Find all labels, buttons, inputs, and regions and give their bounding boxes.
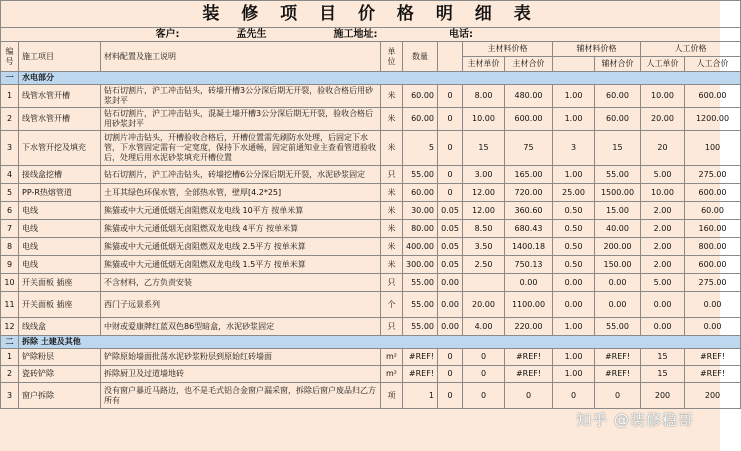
watermark-text: 知乎 @装修稳哥 (576, 411, 694, 429)
cell-aux-total: 15.00 (595, 202, 641, 220)
cell-aux-total: 55.00 (595, 166, 641, 184)
cell-aux-total: 60.00 (595, 108, 641, 131)
header-unit: 单位 (381, 42, 403, 72)
cell-item: 瓷砖铲除 (19, 366, 101, 383)
cell-labor-total: 600.00 (685, 85, 741, 108)
section-row (1, 72, 741, 85)
header-labor-unit-price: 人工单价 (641, 57, 685, 72)
cell-item: 线管水管开槽 (19, 108, 101, 131)
header-labor-group: 人工价格 (641, 42, 741, 57)
cell-aux-total: 55.00 (595, 318, 641, 336)
cell-unit: 只 (381, 274, 403, 292)
cell-unit: 个 (381, 292, 403, 318)
table-row (1, 274, 741, 292)
cell-labor-total: 275.00 (685, 166, 741, 184)
cell-labor-price: 2.00 (641, 256, 685, 274)
cell-main-price: 20.00 (463, 292, 505, 318)
cell-aux-total: 40.00 (595, 220, 641, 238)
cell-item: 电线 (19, 238, 101, 256)
cell-aux-total: #REF! (595, 366, 641, 383)
cell-unit: 只 (381, 318, 403, 336)
cell-aux-total: 15 (595, 131, 641, 166)
cell-qty: #REF! (403, 366, 438, 383)
cell-main-price: 0 (463, 349, 505, 366)
cell-q2: 0 (438, 184, 463, 202)
cell-qty: 300.00 (403, 256, 438, 274)
cell-labor-total: 0.00 (685, 292, 741, 318)
cell-desc: 钻石切割片，沪工冲击钻头，砖墙开槽3公分深后期无开裂，验收合格后用砂浆封平 (101, 85, 381, 108)
cell-aux-price: 1.00 (553, 166, 595, 184)
cell-main-total: 720.00 (505, 184, 553, 202)
cell-aux-price: 0.00 (553, 274, 595, 292)
cell-labor-price: 5.00 (641, 274, 685, 292)
cell-qty: 30.00 (403, 202, 438, 220)
cell-aux-price: 1.00 (553, 366, 595, 383)
cell-desc: 熊猫或中大元通低烟无卤阻燃双龙电线 4平方 按单米算 (101, 220, 381, 238)
cell-labor-price: 10.00 (641, 184, 685, 202)
cell-unit: 项 (381, 383, 403, 409)
cell-desc: 土耳其绿色环保水管，全部热水管，壁厚[4.2*25] (101, 184, 381, 202)
cell-aux-total: 1500.00 (595, 184, 641, 202)
cell-aux-price: 0.50 (553, 238, 595, 256)
cell-no: 10 (1, 274, 19, 292)
cell-labor-total: 100 (685, 131, 741, 166)
cell-unit: 米 (381, 238, 403, 256)
sheet-title: 装 修 项 目 价 格 明 细 表 (1, 1, 741, 28)
cell-main-price: 15 (463, 131, 505, 166)
cell-q2: 0 (438, 349, 463, 366)
cell-unit: 米 (381, 131, 403, 166)
cell-aux-total: 0.00 (595, 292, 641, 318)
cell-desc: 钻石切割片，沪工冲击钻头，砖墙挖槽6公分深后期无开裂，水泥砂浆固定 (101, 166, 381, 184)
section-title: 拆除 土建及其他 (19, 336, 741, 349)
cell-no: 1 (1, 349, 19, 366)
header-labor-total: 人工合价 (685, 57, 741, 72)
table-row (1, 292, 741, 318)
cell-main-price: 0 (463, 383, 505, 409)
cell-desc: 熊猫或中大元通低烟无卤阻燃双龙电线 10平方 按单米算 (101, 202, 381, 220)
cell-desc: 熊猫或中大元通低烟无卤阻燃双龙电线 1.5平方 按单米算 (101, 256, 381, 274)
cell-main-total: #REF! (505, 366, 553, 383)
customer-value: 孟先生 (236, 28, 267, 40)
cell-no: 1 (1, 85, 19, 108)
cell-main-price (463, 274, 505, 292)
cell-desc: 铲除原始墙面批荡水泥砂浆粉层到原始红砖墙面 (101, 349, 381, 366)
cell-unit: 米 (381, 85, 403, 108)
cell-item: 铲除粉层 (19, 349, 101, 366)
cell-q2: 0 (438, 366, 463, 383)
cell-labor-total: 600.00 (685, 256, 741, 274)
cell-main-price: 8.50 (463, 220, 505, 238)
cell-qty: 5 (403, 131, 438, 166)
cell-q2: 0.00 (438, 318, 463, 336)
cell-aux-total: 0.00 (595, 274, 641, 292)
cell-qty: 60.00 (403, 108, 438, 131)
cell-unit: 米 (381, 184, 403, 202)
cell-main-price: 8.00 (463, 85, 505, 108)
cell-labor-total: #REF! (685, 366, 741, 383)
cell-main-total: 600.00 (505, 108, 553, 131)
cell-labor-total: 0.00 (685, 318, 741, 336)
header-main-unit-price: 主材单价 (463, 57, 505, 72)
cell-q2: 0 (438, 85, 463, 108)
cell-labor-price: 10.00 (641, 85, 685, 108)
cell-item: 电线 (19, 202, 101, 220)
cell-no: 2 (1, 366, 19, 383)
cell-unit: m² (381, 349, 403, 366)
header-aux-group: 辅材料价格 (553, 42, 641, 57)
section-row (1, 336, 741, 349)
section-no: 二 (1, 336, 19, 349)
cell-qty: 55.00 (403, 166, 438, 184)
cell-main-total: #REF! (505, 349, 553, 366)
address-label: 施工地址: (333, 28, 378, 40)
cell-labor-total: 275.00 (685, 274, 741, 292)
cell-main-price: 10.00 (463, 108, 505, 131)
header-qty: 数量 (403, 42, 438, 72)
cell-qty: 60.00 (403, 184, 438, 202)
cell-no: 3 (1, 383, 19, 409)
cell-labor-price: 20.00 (641, 108, 685, 131)
cell-desc: 钻石切割片，沪工冲击钻头，混凝土墙开槽3公分深后期无开裂，验收合格后用砂浆封平 (101, 108, 381, 131)
cell-qty: 55.00 (403, 318, 438, 336)
table-row (1, 318, 741, 336)
cell-no: 12 (1, 318, 19, 336)
cell-labor-price: 15 (641, 349, 685, 366)
cell-desc: 没有窗户暴近马路边，也不是毛式铝合金窗户漏采窗，拆除后窗户废品归乙方所有 (101, 383, 381, 409)
table-row (1, 166, 741, 184)
table-row (1, 349, 741, 366)
customer-label: 客户: (155, 28, 180, 40)
cell-item: 窗户拆除 (19, 383, 101, 409)
table-row (1, 383, 741, 409)
cell-aux-price: 0.50 (553, 256, 595, 274)
header-main-total: 主材合价 (505, 57, 553, 72)
table-row (1, 220, 741, 238)
cell-labor-price: 2.00 (641, 202, 685, 220)
cell-aux-price: 0.00 (553, 292, 595, 318)
cell-main-total: 1400.18 (505, 238, 553, 256)
cell-aux-price: 25.00 (553, 184, 595, 202)
cell-main-price: 3.00 (463, 166, 505, 184)
table-row (1, 366, 741, 383)
cell-unit: 米 (381, 108, 403, 131)
cell-aux-price: 1.00 (553, 349, 595, 366)
header-no: 编号 (1, 42, 19, 72)
cell-main-total: 1100.00 (505, 292, 553, 318)
cell-labor-total: 1200.00 (685, 108, 741, 131)
phone-label: 电话: (448, 28, 473, 40)
cell-aux-total: 0 (595, 383, 641, 409)
cell-aux-total: 150.00 (595, 256, 641, 274)
cell-qty: 400.00 (403, 238, 438, 256)
cell-no: 8 (1, 238, 19, 256)
cell-q2: 0.05 (438, 256, 463, 274)
table-row (1, 202, 741, 220)
cell-item: PP-R热熔管道 (19, 184, 101, 202)
cell-aux-price: 1.00 (553, 85, 595, 108)
cell-item: 接线盒挖槽 (19, 166, 101, 184)
cell-main-price: 3.50 (463, 238, 505, 256)
cell-aux-price: 1.00 (553, 318, 595, 336)
cell-no: 9 (1, 256, 19, 274)
cell-q2: 0 (438, 131, 463, 166)
cell-qty: 60.00 (403, 85, 438, 108)
cell-no: 11 (1, 292, 19, 318)
cell-main-price: 2.50 (463, 256, 505, 274)
cell-labor-price: 20 (641, 131, 685, 166)
table-row (1, 256, 741, 274)
cell-item: 电线 (19, 256, 101, 274)
cell-q2: 0.05 (438, 202, 463, 220)
table-row (1, 131, 741, 166)
cell-aux-total: 200.00 (595, 238, 641, 256)
cell-desc: 西门子远景系列 (101, 292, 381, 318)
cell-qty: 55.00 (403, 292, 438, 318)
cell-qty: 80.00 (403, 220, 438, 238)
header-item: 施工项目 (19, 42, 101, 72)
cell-q2: 0.05 (438, 238, 463, 256)
cell-desc: 切割片冲击钻头，开槽验收合格后，开槽位置需先刷防水处理，后固定下水管，下水管固定需有一定宽度，保持下水通畅，固定前通知业主查看管道验收后，处理后用水泥砂浆填充开槽位置 (101, 131, 381, 166)
cell-q2: 0 (438, 383, 463, 409)
cell-no: 5 (1, 184, 19, 202)
cell-labor-total: #REF! (685, 349, 741, 366)
cell-main-price: 4.00 (463, 318, 505, 336)
cell-labor-price: 0.00 (641, 292, 685, 318)
cell-q2: 0.00 (438, 292, 463, 318)
cell-unit: 米 (381, 256, 403, 274)
table-row (1, 108, 741, 131)
cell-aux-total: #REF! (595, 349, 641, 366)
cell-labor-price: 200 (641, 383, 685, 409)
cell-item: 电线 (19, 220, 101, 238)
cell-aux-price: 0 (553, 383, 595, 409)
cell-no: 6 (1, 202, 19, 220)
cell-aux-price: 0.50 (553, 220, 595, 238)
cell-main-price: 12.00 (463, 202, 505, 220)
cell-labor-price: 15 (641, 366, 685, 383)
cell-main-total: 680.43 (505, 220, 553, 238)
cell-aux-total: 60.00 (595, 85, 641, 108)
cell-desc: 中财或爱康牌红蓝双色86型暗盒，水泥砂浆固定 (101, 318, 381, 336)
section-no: 一 (1, 72, 19, 85)
cell-labor-price: 0.00 (641, 318, 685, 336)
cell-labor-total: 60.00 (685, 202, 741, 220)
header-aux-total: 辅材合价 (595, 57, 641, 72)
cell-main-total: 220.00 (505, 318, 553, 336)
cell-main-total: 0.00 (505, 274, 553, 292)
cell-main-total: 750.13 (505, 256, 553, 274)
cell-aux-price: 0.50 (553, 202, 595, 220)
cell-item: 开关面板 插座 (19, 292, 101, 318)
cell-q2: 0.05 (438, 220, 463, 238)
table-row (1, 85, 741, 108)
cell-item: 开关面板 插座 (19, 274, 101, 292)
table-row (1, 238, 741, 256)
cell-no: 2 (1, 108, 19, 131)
cell-main-total: 165.00 (505, 166, 553, 184)
cell-desc: 拆除厨卫及过道墙地砖 (101, 366, 381, 383)
cell-main-total: 0 (505, 383, 553, 409)
cell-desc: 熊猫或中大元通低烟无卤阻燃双龙电线 2.5平方 按单米算 (101, 238, 381, 256)
cell-no: 7 (1, 220, 19, 238)
cell-qty: 55.00 (403, 274, 438, 292)
cell-no: 4 (1, 166, 19, 184)
cell-q2: 0 (438, 166, 463, 184)
cell-aux-price: 1.00 (553, 108, 595, 131)
cell-qty: 1 (403, 383, 438, 409)
cell-labor-price: 2.00 (641, 238, 685, 256)
cell-main-total: 75 (505, 131, 553, 166)
cell-no: 3 (1, 131, 19, 166)
cell-main-price: 12.00 (463, 184, 505, 202)
cell-unit: 只 (381, 166, 403, 184)
header-main-group: 主材料价格 (463, 42, 553, 57)
cell-unit: 米 (381, 220, 403, 238)
cell-item: 下水管开挖及填充 (19, 131, 101, 166)
cell-unit: m² (381, 366, 403, 383)
cell-item: 线线盒 (19, 318, 101, 336)
cell-q2: 0.00 (438, 274, 463, 292)
cell-labor-price: 5.00 (641, 166, 685, 184)
cell-labor-total: 800.00 (685, 238, 741, 256)
section-title: 水电部分 (19, 72, 741, 85)
cell-unit: 米 (381, 202, 403, 220)
table-row (1, 184, 741, 202)
cell-labor-price: 2.00 (641, 220, 685, 238)
cell-aux-price: 3 (553, 131, 595, 166)
cell-main-total: 360.60 (505, 202, 553, 220)
cell-labor-total: 600.00 (685, 184, 741, 202)
cell-qty: #REF! (403, 349, 438, 366)
cell-labor-total: 200 (685, 383, 741, 409)
cell-main-price: 0 (463, 366, 505, 383)
cell-desc: 不含材料，乙方负责安装 (101, 274, 381, 292)
header-desc: 材料配置及施工说明 (101, 42, 381, 72)
cell-item: 线管水管开槽 (19, 85, 101, 108)
cell-main-total: 480.00 (505, 85, 553, 108)
cell-q2: 0 (438, 108, 463, 131)
cell-labor-total: 160.00 (685, 220, 741, 238)
